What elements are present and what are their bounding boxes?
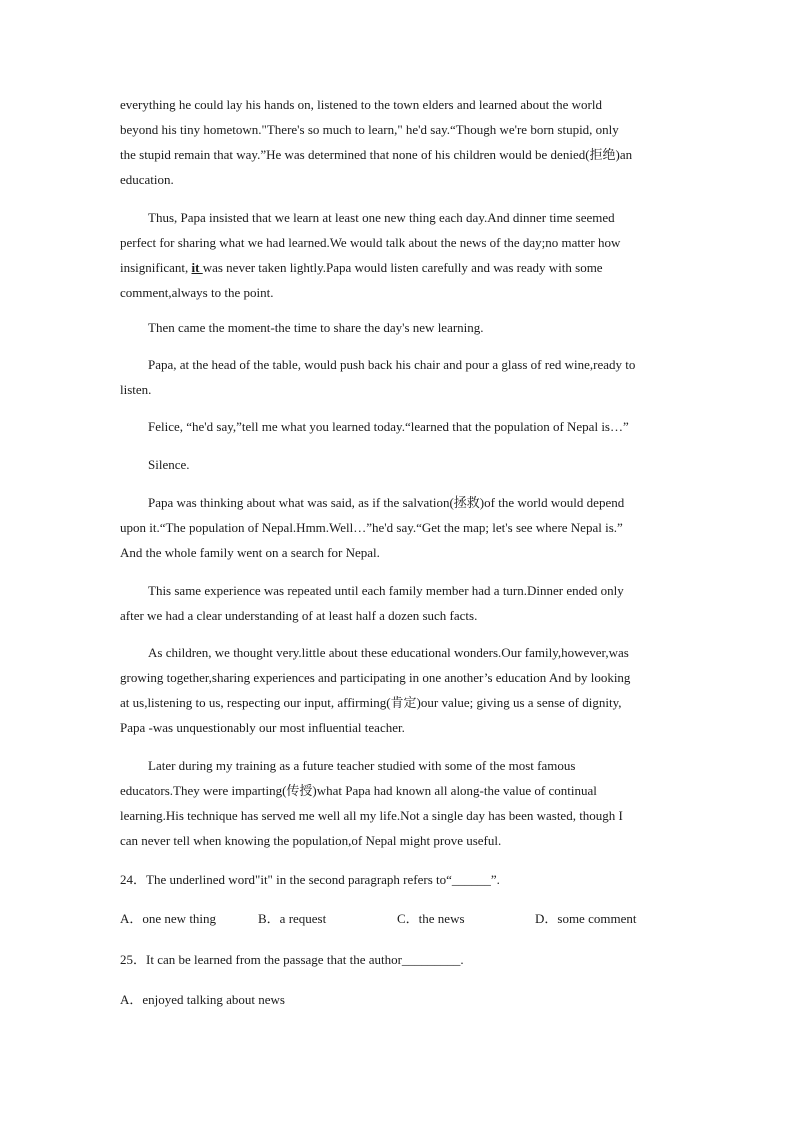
text-line: after we had a clear understanding of at least half a dozen such facts. <box>120 608 478 623</box>
text-line: beyond his tiny hometown."There's so much to learn," he'd say.“Though we're born stupid, only <box>120 122 619 137</box>
text-line: Then came the moment-the time to share the day's new learning. <box>148 320 484 335</box>
question-24-option-b: B．a request <box>258 911 327 926</box>
text-line: Papa was thinking about what was said, as if the salvation(拯救)of the world would depend <box>148 495 625 510</box>
text-line: comment,always to the point. <box>120 285 274 300</box>
text-line: Papa, at the head of the table, would push back his chair and pour a glass of red wine,ready to <box>148 357 636 372</box>
question-24-option-d: D．some comment <box>535 911 637 926</box>
paragraph-10 <box>120 753 680 853</box>
text-line: And the whole family went on a search for Nepal. <box>120 545 380 560</box>
text-line: Thus, Papa insisted that we learn at least one new thing each day.And dinner time seemed <box>148 210 615 225</box>
text-line: This same experience was repeated until each family member had a turn.Dinner ended only <box>148 583 624 598</box>
text-line: As children, we thought very.little about these educational wonders.Our family,however,was <box>148 645 629 660</box>
question-25-option-a: A．enjoyed talking about news <box>120 992 285 1007</box>
text-line: Later during my training as a future teacher studied with some of the most famous <box>148 758 576 773</box>
paragraph-5 <box>120 414 680 439</box>
text-line: growing together,sharing experiences and participating in one another’s education And by looking <box>120 670 631 685</box>
text-line <box>120 255 680 280</box>
text-line: Silence. <box>148 457 190 472</box>
text-line: listen. <box>120 382 152 397</box>
text-line: learning.His technique has served me well all my life.Not a single day has been wasted, though I <box>120 808 623 823</box>
text-line: the stupid remain that way.”He was determined that none of his children would be denied(拒绝)an <box>120 147 633 162</box>
question-24-stem: 24．The underlined word"it" in the second paragraph refers to“______”. <box>120 872 500 887</box>
text-segment: was never taken lightly.Papa would listen carefully and was ready with some <box>202 260 603 275</box>
text-line: upon it.“The population of Nepal.Hmm.Well…”he'd say.“Get the map; let's see where Nepal is.” <box>120 520 623 535</box>
text-line: everything he could lay his hands on, listened to the town elders and learned about the world <box>120 97 602 112</box>
question-24-option-a: A．one new thing <box>120 911 217 926</box>
question-25-stem: 25．It can be learned from the passage that the author_________. <box>120 952 464 967</box>
paragraph-9 <box>120 640 680 740</box>
paragraph-4 <box>120 352 680 402</box>
paragraph-8 <box>120 578 680 628</box>
text-line: at us,listening to us, respecting our input, affirming(肯定)our value; giving us a sense of dignity, <box>120 695 622 710</box>
text-line: can never tell when knowing the population,of Nepal might prove useful. <box>120 833 502 848</box>
underlined-word-it: it <box>191 260 203 275</box>
text-line: Felice, “he'd say,”tell me what you learned today.“learned that the population of Nepal is…” <box>148 419 629 434</box>
paragraph-7 <box>120 490 680 565</box>
text-line: Papa -was unquestionably our most influential teacher. <box>120 720 405 735</box>
text-line: perfect for sharing what we had learned.We would talk about the news of the day;no matter how <box>120 235 621 250</box>
question-24-option-c: C．the news <box>397 911 465 926</box>
paragraph-2 <box>120 205 680 305</box>
paragraph-3 <box>120 315 680 340</box>
paragraph-1 <box>120 92 680 192</box>
paragraph-6 <box>120 452 680 477</box>
text-line: education. <box>120 172 174 187</box>
text-line: educators.They were imparting(传授)what Papa had known all along-the value of continual <box>120 783 597 798</box>
text-segment: insignificant, <box>120 260 192 275</box>
